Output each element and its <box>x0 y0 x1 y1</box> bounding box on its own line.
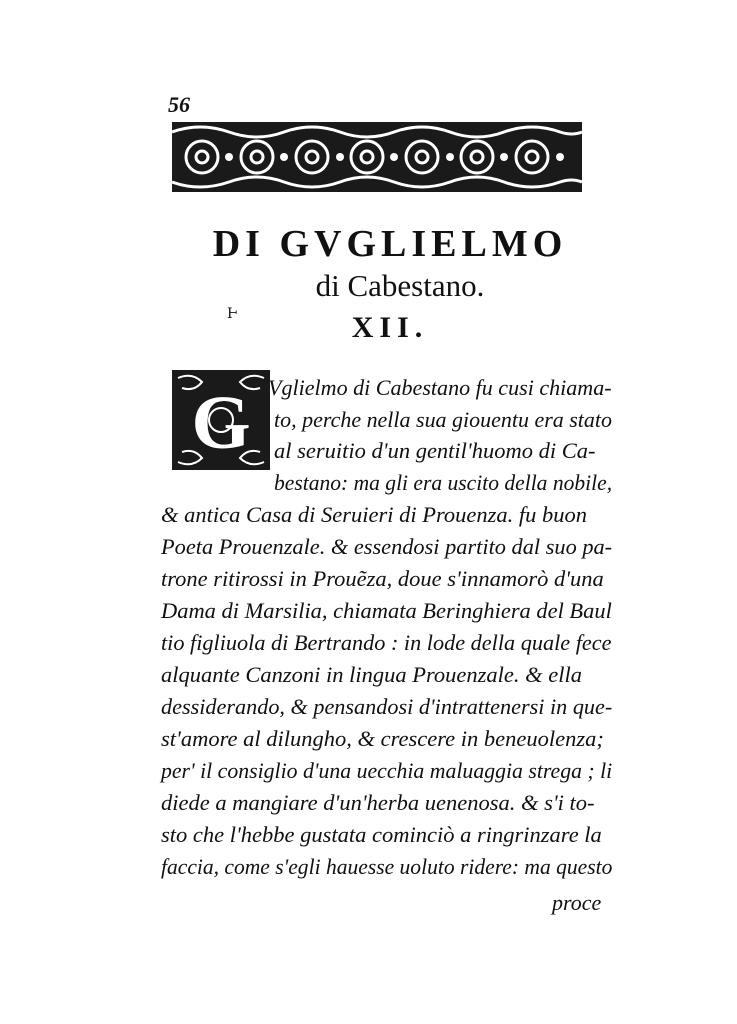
text-line: to, perche nella sua giouentu era stato <box>274 407 612 432</box>
text-line: faccia, come s'egli hauesse uoluto ridere: ma questo <box>161 854 613 879</box>
chapter-subtitle: di Cabestano. <box>315 268 485 303</box>
decorative-headpiece <box>172 122 582 192</box>
drop-cap-initial <box>172 370 270 470</box>
text-line: bestano: ma gli era uscito della nobile, <box>274 470 613 495</box>
text-line: trone ritirossi in Prouẽza, doue s'innamorò d'una <box>161 566 604 591</box>
text-line: Vglielmo di Cabestano fu cusi chiama- <box>268 375 612 400</box>
chapter-title: DI GVGLIELMO <box>212 223 568 265</box>
text-line: Poeta Prouenzale. & essendosi partito dal suo pa- <box>161 534 613 559</box>
stray-mark: Ͱ <box>227 307 238 322</box>
text-line: Dama di Marsilia, chiamata Beringhiera del Baul <box>161 598 612 623</box>
chapter-number: XII. <box>351 311 429 344</box>
text-line: diede a mangiare d'un'herba uenenosa. & s'i to- <box>161 790 595 815</box>
text-line: alquante Canzoni in lingua Prouenzale. & ella <box>161 662 583 687</box>
text-line: al seruitio d'un gentil'huomo di Ca- <box>274 438 596 463</box>
text-line: & antica Casa di Seruieri di Prouenza. fu buon <box>161 502 588 527</box>
catchword: proce <box>552 890 602 915</box>
text-line: st'amore al dilungho, & crescere in beneuolenza; <box>161 726 604 751</box>
page-number: 56 <box>168 92 190 117</box>
text-line: per' il consiglio d'una uecchia maluaggia strega ; li <box>161 758 613 783</box>
text-line: sto che l'hebbe gustata cominciò a ringrinzare la <box>161 822 602 847</box>
text-line: dessiderando, & pensandosi d'intrattenersi in que- <box>161 694 613 719</box>
svg-text:G: G <box>191 381 251 465</box>
text-line: tio figliuola di Bertrando : in lode della quale fece <box>161 630 612 655</box>
